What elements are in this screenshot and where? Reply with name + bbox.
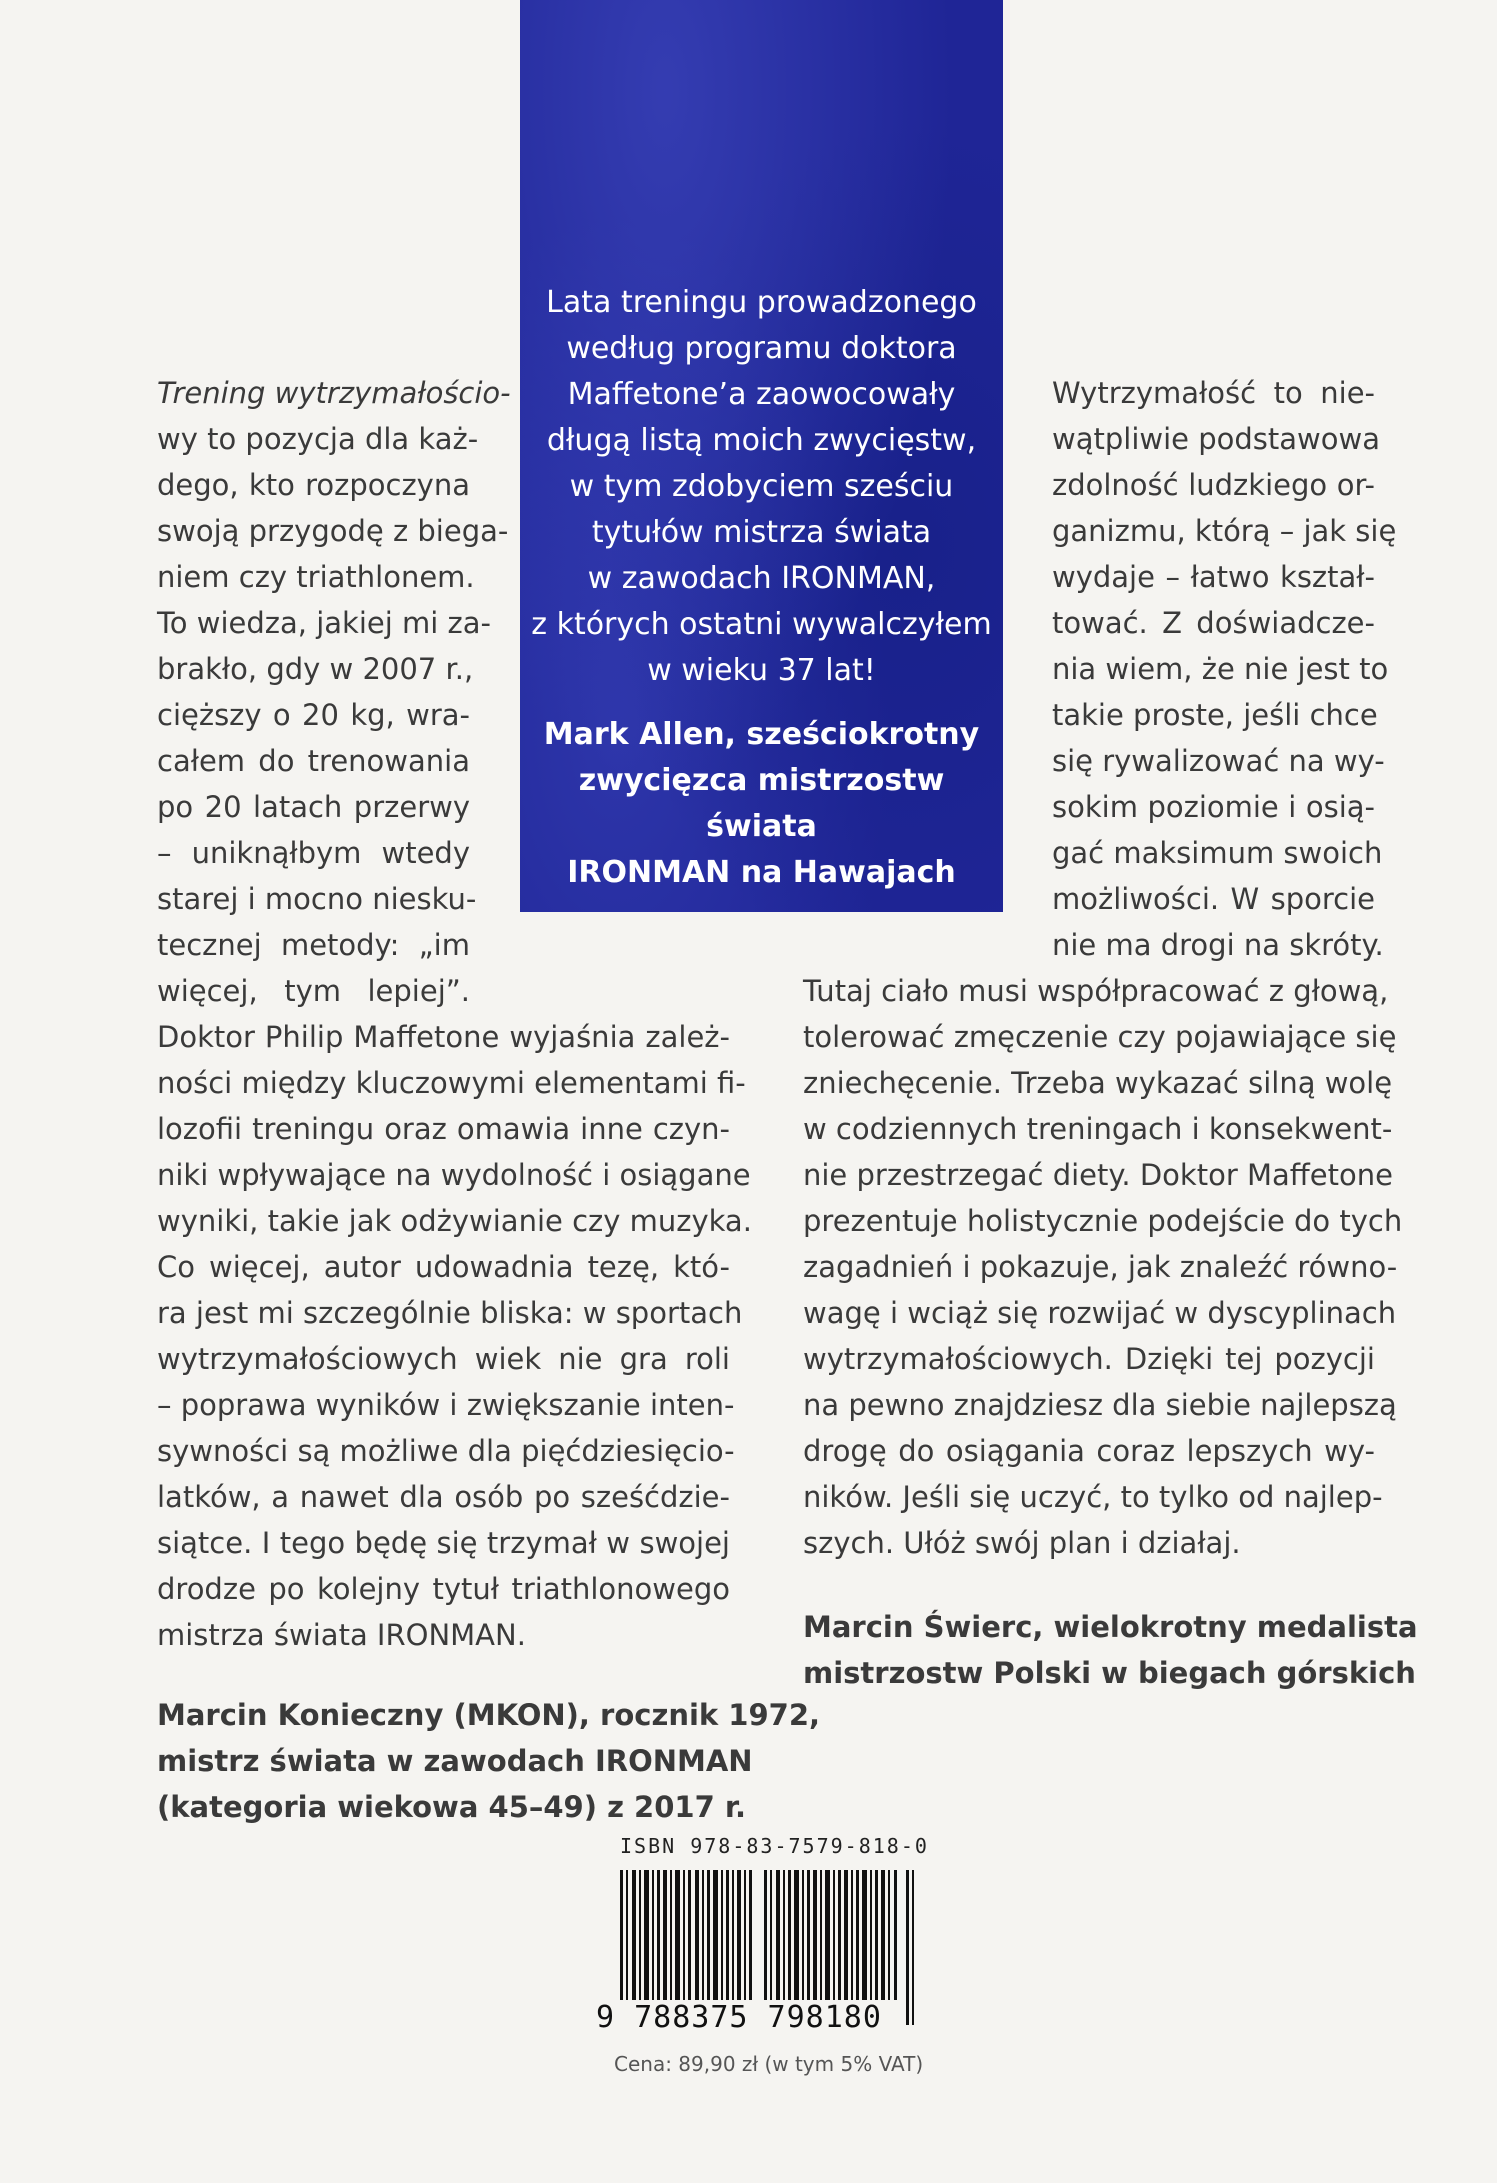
left-text-line: swoją przygodę z biega-	[157, 514, 509, 548]
right-text-line: gać maksimum swoich	[1052, 836, 1383, 870]
left-text-line: starej i mocno niesku-	[157, 882, 477, 916]
right-signature-line: mistrzostw Polski w biegach górskich	[803, 1656, 1416, 1690]
quote-line: w tym zdobyciem sześciu	[569, 469, 954, 504]
isbn-label: ISBN 978-83-7579-818-0	[620, 1834, 929, 1858]
quote-panel	[520, 0, 1003, 912]
quote-line: Maffetone’a zaowocowały	[567, 377, 956, 412]
left-signature-line: mistrz świata w zawodach IRONMAN	[157, 1744, 753, 1778]
right-text-line: w codziennych treningach i konsekwent-	[803, 1112, 1393, 1146]
quote-line: długą listą moich zwycięstw,	[546, 423, 977, 458]
quote-author	[520, 712, 1003, 896]
left-text-line: lozofii treningu oraz omawia inne czyn-	[157, 1112, 730, 1146]
right-text-line: nie ma drogi na skróty.	[1052, 928, 1384, 962]
left-text-line: wytrzymałościowych wiek nie gra roli	[157, 1342, 730, 1376]
left-text-line: wy to pozycja dla każ-	[157, 422, 479, 456]
right-text-line: Tutaj ciało musi współpracować z głową,	[803, 974, 1389, 1008]
right-text-line: zagadnień i pokazuje, jak znaleźć równo-	[803, 1250, 1398, 1284]
right-text-line: możliwości. W sporcie	[1052, 882, 1375, 916]
left-text-line: latków, a nawet dla osób po sześćdzie-	[157, 1480, 730, 1514]
quote-line: według programu doktora	[566, 331, 957, 366]
quote-author-line: IRONMAN na Hawajach	[567, 855, 956, 890]
quote-author-line: Mark Allen, sześciokrotny	[543, 717, 980, 752]
left-text-line: drodze po kolejny tytuł triathlonowego	[157, 1572, 730, 1606]
left-signature-line: (kategoria wiekowa 45–49) z 2017 r.	[157, 1790, 747, 1824]
left-text-line: cięższy o 20 kg, wra-	[157, 698, 470, 732]
left-text-line: ra jest mi szczególnie bliska: w sportach	[157, 1296, 743, 1330]
left-signature-line: Marcin Konieczny (MKON), rocznik 1972,	[157, 1698, 821, 1732]
quote-author-line: zwycięzca mistrzostw świata	[578, 763, 945, 844]
left-text-line: po 20 latach przerwy	[157, 790, 470, 824]
right-text-line: wagę i wciąż się rozwijać w dyscyplinach	[803, 1296, 1397, 1330]
quote-line: Lata treningu prowadzonego	[546, 285, 977, 320]
left-text-line: ności między kluczowymi elementami fi-	[157, 1066, 746, 1100]
right-text-line: ników. Jeśli się uczyć, to tylko od najlep-	[803, 1480, 1383, 1514]
left-text-line: sywności są możliwe dla pięćdziesięcio-	[157, 1434, 735, 1468]
right-text-line: tolerować zmęczenie czy pojawiające się	[803, 1020, 1397, 1054]
right-text-line: nia wiem, że nie jest to	[1052, 652, 1389, 686]
right-signature-line: Marcin Świerc, wielokrotny medalista	[803, 1610, 1418, 1644]
left-text-line: mistrza świata IRONMAN.	[157, 1618, 526, 1652]
right-text-line: drogę do osiągania coraz lepszych wy-	[803, 1434, 1375, 1468]
left-text-line: To wiedza, jakiej mi za-	[157, 606, 491, 640]
left-text-line: Trening wytrzymałościo-	[157, 376, 511, 410]
left-text-line: wyniki, takie jak odżywianie czy muzyka.	[157, 1204, 752, 1238]
quote-block	[520, 280, 1003, 896]
right-text-line: zniechęcenie. Trzeba wykazać silną wolę	[803, 1066, 1393, 1100]
barcode-digits: 9 788375 798180	[596, 2000, 882, 2035]
right-text-line: na pewno znajdziesz dla siebie najlepszą	[803, 1388, 1397, 1422]
right-text-line: prezentuje holistycznie podejście do tych	[803, 1204, 1403, 1238]
left-text-line: niem czy triathlonem.	[157, 560, 475, 594]
right-text-line: szych. Ułóż swój plan i działaj.	[803, 1526, 1241, 1560]
left-text-line: Doktor Philip Maffetone wyjaśnia zależ-	[157, 1020, 730, 1054]
quote-line: w zawodach IRONMAN,	[587, 561, 936, 596]
right-text-line: wydaje – łatwo kształ-	[1052, 560, 1375, 594]
quote-line: w wieku 37 lat!	[647, 653, 876, 688]
left-text-line: więcej, tym lepiej”.	[157, 974, 470, 1008]
left-text-line: – uniknąłbym wtedy	[157, 836, 470, 870]
left-text-line: Co więcej, autor udowadnia tezę, któ-	[157, 1250, 730, 1284]
right-text-line: Wytrzymałość to nie-	[1052, 376, 1375, 410]
right-text-line: ganizmu, którą – jak się	[1052, 514, 1397, 548]
left-text-line: siątce. I tego będę się trzymał w swojej	[157, 1526, 730, 1560]
right-text-line: nie przestrzegać diety. Doktor Maffetone	[803, 1158, 1393, 1192]
right-text-line: takie proste, jeśli chce	[1052, 698, 1378, 732]
left-text-line: – poprawa wyników i zwiększanie inten-	[157, 1388, 735, 1422]
left-text-line: brakło, gdy w 2007 r.,	[157, 652, 474, 686]
quote-line: z których ostatni wywalczyłem	[531, 607, 992, 642]
left-text-line: całem do trenowania	[157, 744, 470, 778]
right-text-line: wytrzymałościowych. Dzięki tej pozycji	[803, 1342, 1375, 1376]
right-text-line: wątpliwie podstawowa	[1052, 422, 1380, 456]
right-text-line: sokim poziomie i osią-	[1052, 790, 1375, 824]
left-text-line: dego, kto rozpoczyna	[157, 468, 470, 502]
price-label: Cena: 89,90 zł (w tym 5% VAT)	[614, 2052, 924, 2076]
left-text-line: niki wpływające na wydolność i osiągane	[157, 1158, 751, 1192]
right-text-line: zdolność ludzkiego or-	[1052, 468, 1375, 502]
right-text-line: tować. Z doświadcze-	[1052, 606, 1375, 640]
left-text-line: tecznej metody: „im	[157, 928, 470, 962]
right-text-line: się rywalizować na wy-	[1052, 744, 1385, 778]
quote-line: tytułów mistrza świata	[591, 515, 932, 550]
